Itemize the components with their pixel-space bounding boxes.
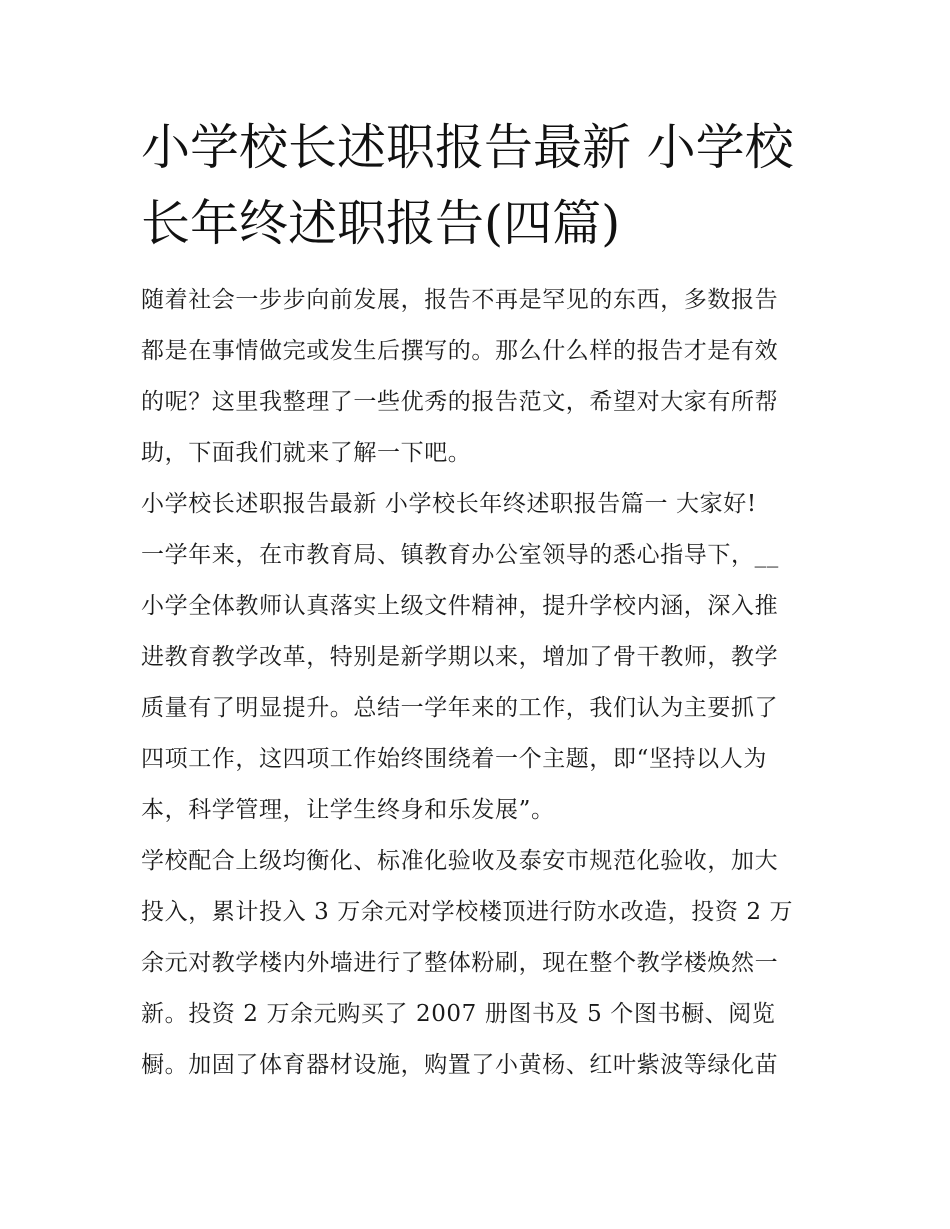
body-text-line: 余元对教学楼内外墙进行了整体粉刷，现在整个教学楼焕然一: [141, 950, 779, 976]
document-title-line-1: 小学校长述职报告最新 小学校: [141, 119, 794, 176]
body-text-line: 都是在事情做完或发生后撰写的。那么什么样的报告才是有效: [141, 338, 779, 364]
body-text-line: 学校配合上级均衡化、标准化验收及泰安市规范化验收，加大: [141, 848, 779, 874]
document-title-line-2: 长年终述职报告(四篇): [141, 195, 621, 252]
body-text-line: 助，下面我们就来了解一下吧。: [141, 440, 472, 466]
body-text-line: 投入，累计投入 3 万余元对学校楼顶进行防水改造，投资 2 万: [141, 899, 794, 925]
body-text-line: 一学年来，在市教育局、镇教育办公室领导的悉心指导下，__: [141, 542, 779, 568]
body-text-line: 的呢？这里我整理了一些优秀的报告范文，希望对大家有所帮: [141, 389, 779, 415]
body-text-line: 质量有了明显提升。总结一学年来的工作，我们认为主要抓了: [141, 695, 779, 721]
body-text-line: 本，科学管理，让学生终身和乐发展”。: [141, 797, 555, 823]
body-text-line: 小学全体教师认真落实上级文件精神，提升学校内涵，深入推: [141, 593, 779, 619]
body-text-line: 小学校长述职报告最新 小学校长年终述职报告篇一 大家好!: [141, 491, 757, 517]
body-text-line: 随着社会一步步向前发展，报告不再是罕见的东西，多数报告: [141, 287, 779, 313]
body-text-line: 新。投资 2 万余元购买了 2007 册图书及 5 个图书橱、阅览: [141, 1001, 776, 1027]
body-text-line: 橱。加固了体育器材设施，购置了小黄杨、红叶紫波等绿化苗: [141, 1052, 779, 1078]
body-text-line: 进教育教学改革，特别是新学期以来，增加了骨干教师，教学: [141, 644, 779, 670]
body-text-line: 四项工作，这四项工作始终围绕着一个主题，即“坚持以人为: [141, 746, 767, 772]
